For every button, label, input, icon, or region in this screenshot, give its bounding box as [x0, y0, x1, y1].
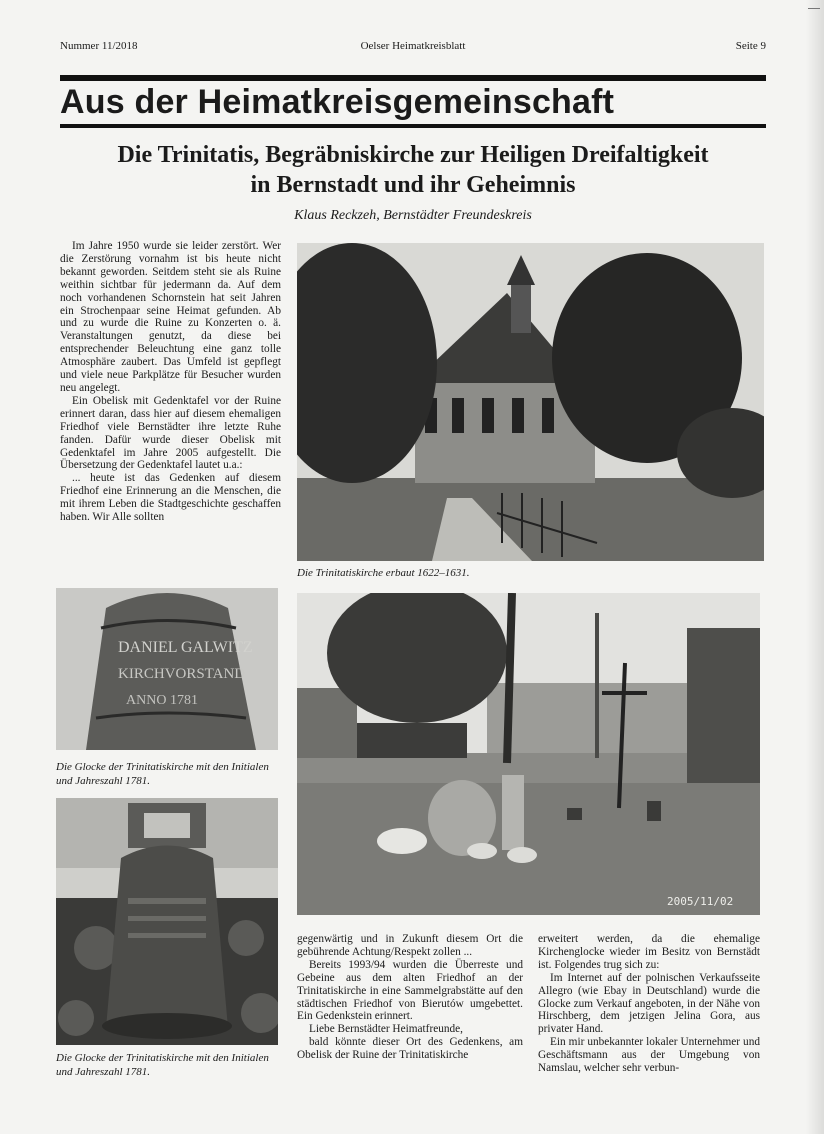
- text-column-1: [60, 240, 281, 524]
- bell-closeup-caption: Die Glocke der Trinitatiskirche mit den Initialen und Jahreszahl 1781.: [56, 761, 269, 787]
- publication-name: Oelser Heimatkreisblatt: [360, 40, 466, 52]
- page-number: Seite 9: [735, 40, 766, 52]
- memorial-photo: [297, 593, 760, 915]
- text-column-3: [538, 933, 760, 1075]
- paragraph: Ein Obelisk mit Gedenktafel vor der Ruine erinnert daran, dass hier auf diesem ehemaligen Friedhof viele Bernstädter ihre letzte Ruhe fanden. Dafür wurde dieser Obelisk mit Gedenktafel im Jahre 2005 aufgestellt. Die Übersetzung der Gedenktafel lautet u.a.:: [60, 394, 281, 472]
- paragraph: Liebe Bernstädter Heimatfreunde,: [309, 1023, 464, 1036]
- banner-rule-top: [60, 75, 766, 81]
- paragraph: Ein mir unbekannter lokaler Unternehmer und Geschäftsmann aus der Umgebung von Namslau, welcher sehr verbun-: [538, 1036, 760, 1075]
- paragraph: Im Jahre 1950 wurde sie leider zerstört. Wer die Zerstörung vornahm ist bis heute nicht bekannt geworden. Seitdem steht sie als Ruine weithin sichtbar für jedermann da. Auf dem noch vorhandenen Schornstein hat seit Jahren ein Strochenpaar seine Heimat gefunden. Ab und zu wurde die Ruine zu Konzerten o. ä. Veranstaltungen genutzt, da diese bei entsprechender Beleuchtung eine ganz tolle Atmosphäre zaubert. Das Umfeld ist gepflegt und viele neue Parkplätze für Besucher wurden neu angelegt.: [60, 240, 281, 394]
- article-title-line-1: Die Trinitatis, Begräbniskirche zur Heiligen Dreifaltigkeit: [117, 142, 709, 168]
- page-edge: [806, 0, 824, 1134]
- paragraph: ... heute ist das Gedenken auf diesem Friedhof eine Erinnerung an die Menschen, die mit ihrem Leben die Stadtgeschichte geschaffen haben. Wir Alle sollten: [60, 472, 281, 524]
- church-photo: [297, 243, 764, 561]
- section-banner: Aus der Heimatkreisgemeinschaft: [60, 83, 615, 121]
- paragraph: Bereits 1993/94 wurden die Überreste und Gebeine aus dem alten Friedhof an der Trinitatiskirche in eine Sammelgrabstätte auf den städtischen Friedhof von Bierutów umgebettet. Ein Gedenkstein erinnert.: [297, 958, 523, 1023]
- bell-full-caption: Die Glocke der Trinitatiskirche mit den Initialen und Jahreszahl 1781.: [56, 1052, 269, 1078]
- page-header: [60, 40, 766, 56]
- article-title: [60, 140, 766, 200]
- article-author: Klaus Reckzeh, Bernstädter Freundeskreis: [294, 208, 532, 223]
- article-title-line-2: in Bernstadt und ihr Geheimnis: [250, 172, 576, 198]
- bell-full-photo: [56, 798, 278, 1045]
- paragraph: bald könnte dieser Ort des Gedenkens, am Obelisk der Ruine der Trinitatiskirche: [297, 1036, 523, 1062]
- paragraph: gegenwärtig und in Zukunft diesem Ort die gebührende Achtung/Respekt zollen ...: [297, 933, 523, 958]
- bell-closeup-photo: [56, 588, 278, 750]
- church-photo-caption: Die Trinitatiskirche erbaut 1622–1631.: [297, 567, 470, 579]
- paragraph: erweitert werden, da die ehemalige Kirchenglocke wieder im Besitz von Bernstädt ist. Folgendes trug sich zu:: [538, 933, 760, 971]
- bell-inscription-2: KIRCHVORSTAND: [118, 666, 246, 682]
- photo-date-stamp: 2005/11/02: [667, 895, 734, 908]
- banner-rule-bottom: [60, 124, 766, 128]
- text-column-2: [297, 933, 523, 1062]
- bell-inscription-3: ANNO 1781: [126, 693, 198, 708]
- issue-number: Nummer 11/2018: [60, 40, 138, 52]
- bell-inscription-1: DANIEL GALWITZ: [118, 639, 253, 656]
- paragraph: Im Internet auf der polnischen Verkaufsseite Allegro (wie Ebay in Deutschland) wurde die Glocke zum Verkauf angeboten, in der Nähe von Hirschberg, dem jetzigen Jelina Gora, aus privater Hand.: [538, 971, 760, 1036]
